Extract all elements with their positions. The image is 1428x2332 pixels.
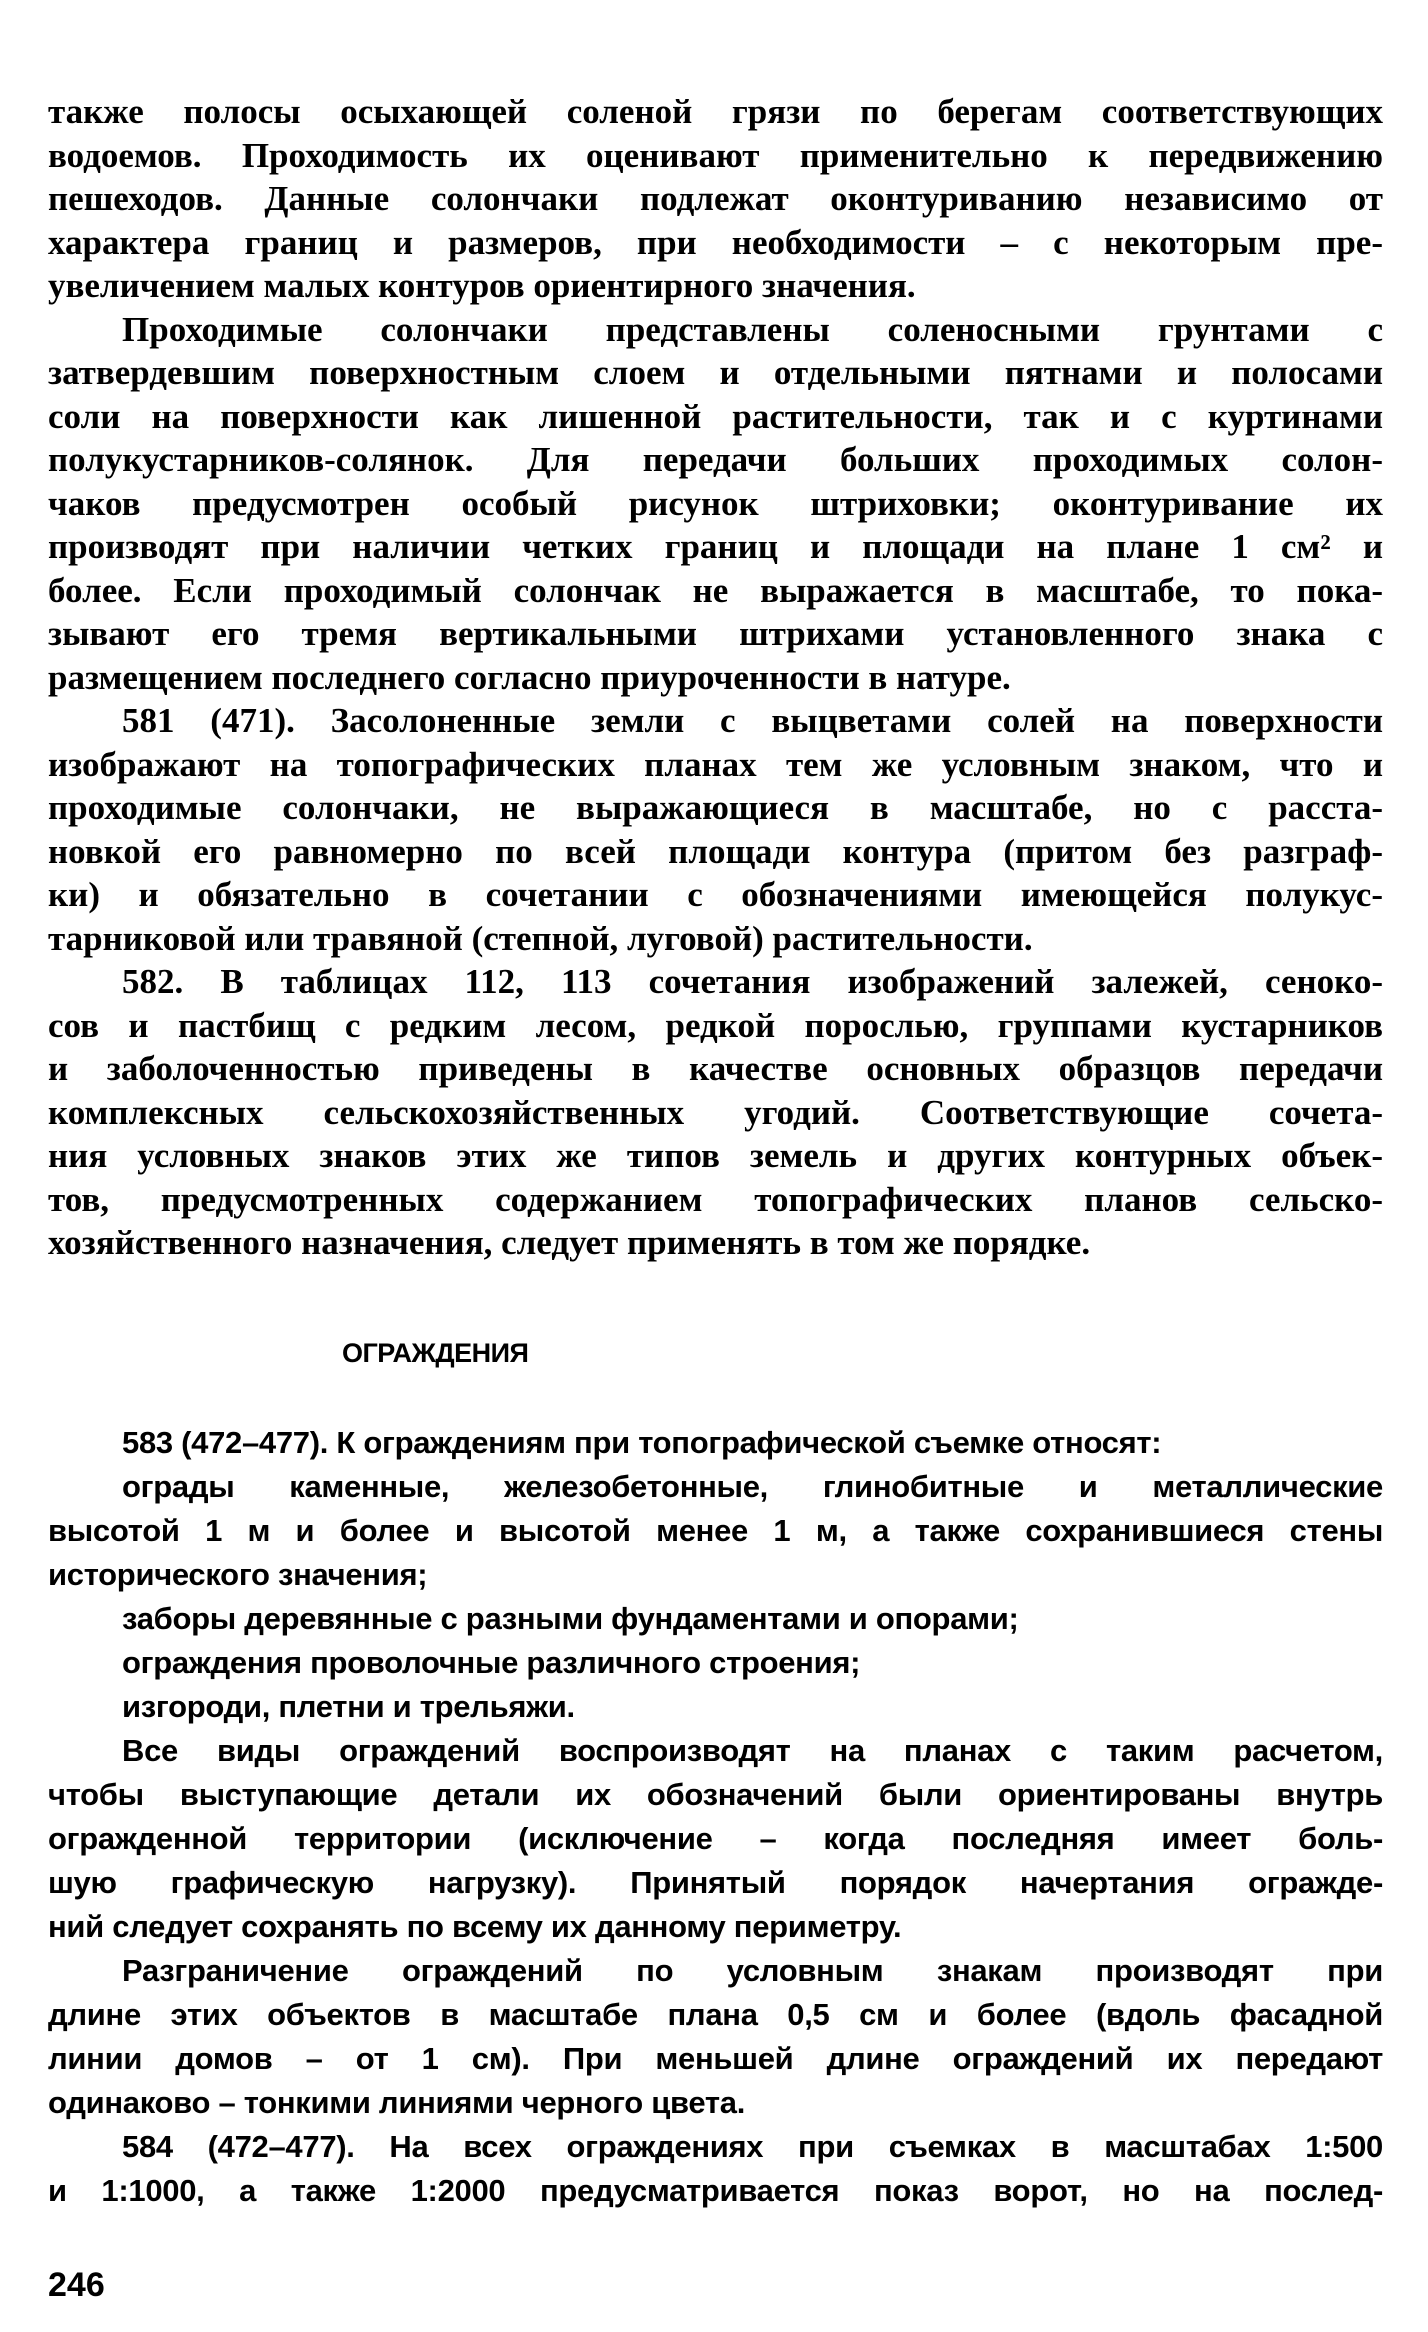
text-line: соли на поверхности как лишенной растительности, так и с куртинами [48, 396, 1383, 436]
text-line: Все виды ограждений воспроизводят на планах с таким расчетом, [122, 1733, 1383, 1768]
text-line: ки) и обязательно в сочетании с обозначениями имеющейся полукус- [48, 875, 1383, 914]
text-line: и заболоченностью приведены в качестве основных образцов передачи [48, 1049, 1383, 1088]
text-line: ния условных знаков этих же типов земель и других контурных объек- [48, 1136, 1383, 1175]
text-line: также полосы осыхающей соленой грязи по берегам соответствующих [48, 92, 1383, 131]
text-line: водоемов. Проходимость их оценивают применительно к передвижению [48, 135, 1383, 175]
paragraph [48, 1641, 1383, 1685]
text-line: проходимые солончаки, не выражающиеся в масштабе, но с расста- [48, 788, 1383, 827]
paragraph [48, 1597, 1383, 1641]
text-line: тов, предусмотренных содержанием топографических планов сельско- [48, 1179, 1383, 1219]
text-line: и 1:1000, а также 1:2000 предусматривается показ ворот, но на послед- [48, 2173, 1383, 2208]
text-line: Проходимые солончаки представлены соленосными грунтами с [122, 309, 1383, 349]
section-heading: ОГРАЖДЕНИЯ [342, 1338, 529, 1368]
paragraph [48, 90, 1383, 308]
text-line: 581 (471). Засолоненные земли с выцветами солей на поверхности [122, 701, 1383, 740]
text-line: характера границ и размеров, при необходимости – с некоторым пре- [48, 222, 1383, 262]
text-line: комплексных сельскохозяйственных угодий. Соответствующие сочета- [48, 1092, 1383, 1132]
text-line: производят при наличии четких границ и площади на плане 1 см² и [48, 527, 1383, 566]
lower-text-block [48, 1421, 1383, 2213]
paragraph [48, 1465, 1383, 1597]
text-line: зывают его тремя вертикальными штрихами установленного знака с [48, 614, 1383, 653]
text-line: изображают на топографических планах тем же условным знаком, что и [48, 744, 1383, 784]
text-line: изгороди, плетни и трельяжи. [122, 1689, 575, 1724]
text-line: 582. В таблицах 112, 113 сочетания изображений залежей, сеноко- [122, 962, 1383, 1001]
text-line: размещением последнего согласно приуроченности в натуре. [48, 657, 1011, 697]
text-line: заборы деревянные с разными фундаментами и опорами; [122, 1601, 1019, 1636]
paragraph [48, 1729, 1383, 1949]
paragraph [48, 308, 1383, 700]
page-number: 246 [48, 2266, 105, 2304]
text-line: линии домов – от 1 см). При меньшей длине ограждений их передают [48, 2041, 1383, 2076]
text-line: 584 (472–477). На всех ограждениях при съемках в масштабах 1:500 [122, 2129, 1383, 2164]
paragraph [48, 1421, 1383, 1465]
text-line: шую графическую нагрузку). Принятый порядок начертания огражде- [48, 1865, 1383, 1900]
text-line: чаков предусмотрен особый рисунок штриховки; оконтуривание их [48, 483, 1383, 523]
text-line: сов и пастбищ с редким лесом, редкой порослью, группами кустарников [48, 1005, 1383, 1045]
text-line: 583 (472–477). К ограждениям при топографической съемке относят: [122, 1425, 1162, 1460]
text-line: чтобы выступающие детали их обозначений были ориентированы внутрь [48, 1777, 1383, 1812]
text-line: огражденной территории (исключение – когда последняя имеет боль- [48, 1821, 1383, 1856]
paragraph [48, 960, 1383, 1265]
text-line: пешеходов. Данные солончаки подлежат оконтуриванию независимо от [48, 179, 1383, 218]
text-line: увеличением малых контуров ориентирного значения. [48, 266, 916, 305]
text-line: хозяйственного назначения, следует применять в том же порядке. [48, 1223, 1091, 1262]
paragraph [48, 1949, 1383, 2125]
text-line: ограды каменные, железобетонные, глинобитные и металлические [122, 1469, 1383, 1504]
text-line: ний следует сохранять по всему их данному периметру. [48, 1909, 902, 1944]
text-line: более. Если проходимый солончак не выражается в масштабе, то пока- [48, 570, 1383, 610]
text-line: Разграничение ограждений по условным знакам производят при [122, 1953, 1383, 1988]
text-line: одинаково – тонкими линиями черного цвета. [48, 2085, 746, 2120]
text-line: полукустарников-солянок. Для передачи больших проходимых солон- [48, 440, 1383, 479]
text-line: новкой его равномерно по всей площади контура (притом без разграф- [48, 831, 1383, 871]
text-line: длине этих объектов в масштабе плана 0,5 см и более (вдоль фасадной [48, 1997, 1383, 2032]
text-line: тарниковой или травяной (степной, луговой) растительности. [48, 918, 1033, 958]
text-line: исторического значения; [48, 1557, 428, 1592]
text-line: ограждения проволочные различного строения; [122, 1645, 861, 1680]
text-line: затвердевшим поверхностным слоем и отдельными пятнами и полосами [48, 353, 1383, 392]
upper-text-block [48, 90, 1383, 1265]
text-line: высотой 1 м и более и высотой менее 1 м, а также сохранившиеся стены [48, 1513, 1383, 1548]
paragraph [48, 699, 1383, 960]
paragraph [48, 1685, 1383, 1729]
paragraph [48, 2125, 1383, 2213]
